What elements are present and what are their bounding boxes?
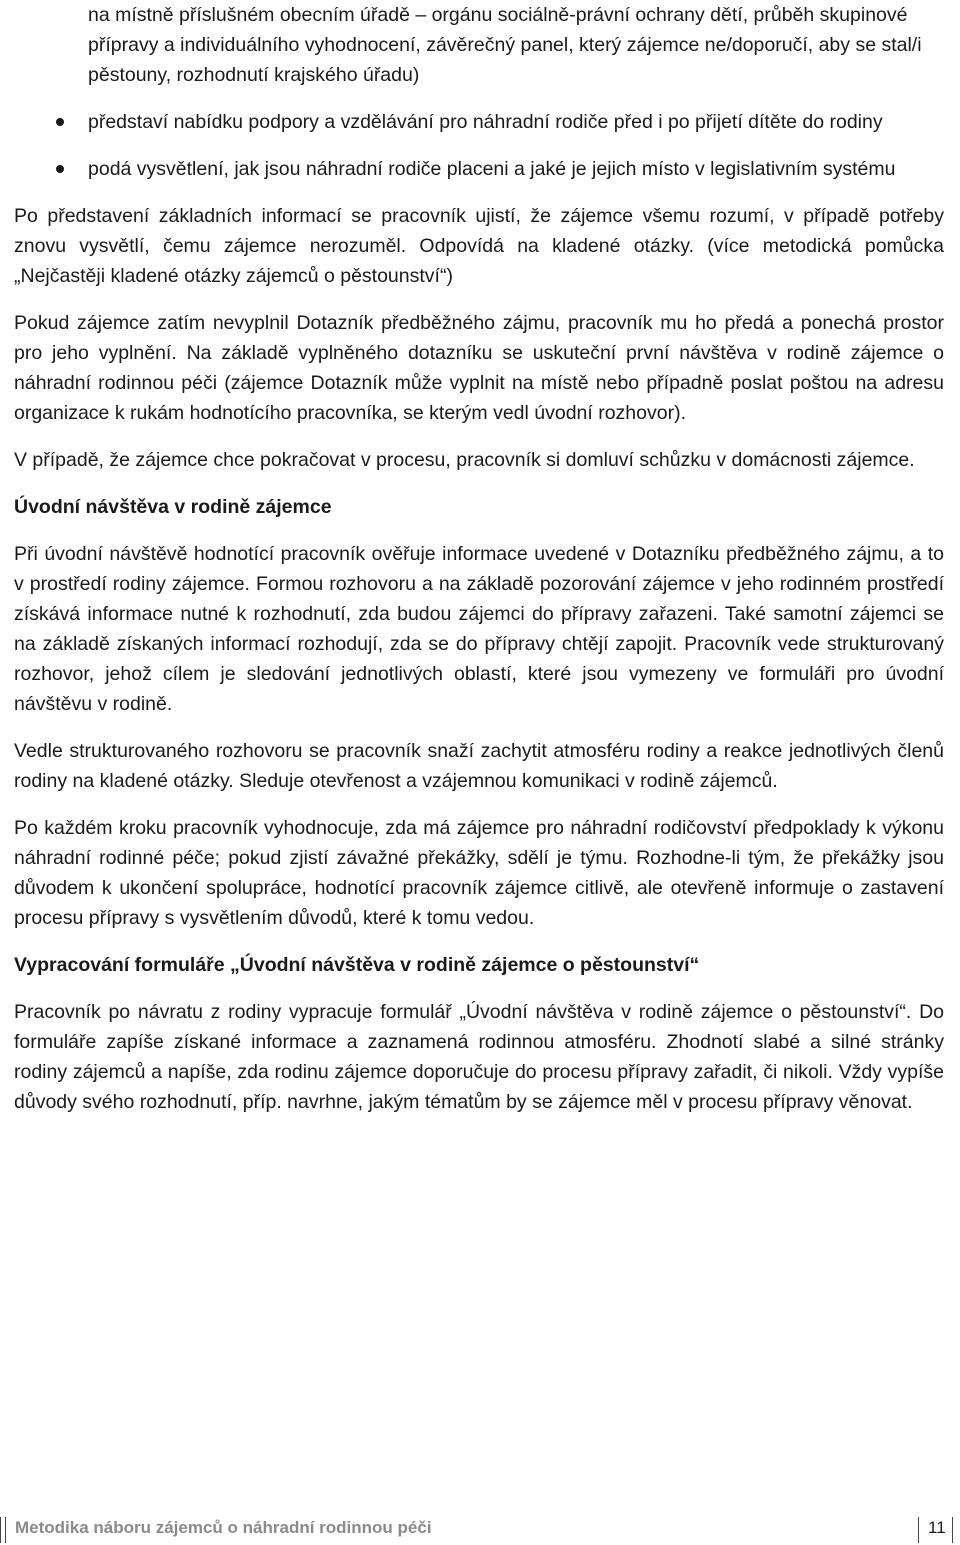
bullet-icon <box>56 118 64 126</box>
bullet-list <box>14 107 944 184</box>
bullet-icon <box>56 165 64 173</box>
page-number: 11 <box>928 1518 946 1537</box>
footer-divider <box>5 1517 6 1543</box>
list-item-text: představí nabídku podpory a vzdělávání pro náhradní rodiče před i po přijetí dítěte do rodiny <box>88 111 883 133</box>
section-heading: Úvodní návštěva v rodině zájemce <box>14 496 332 518</box>
page-content <box>14 0 944 1134</box>
list-item-text: podá vysvětlení, jak jsou náhradní rodiče placeni a jaké je jejich místo v legislativním systému <box>88 158 896 180</box>
paragraph: V případě, že zájemce chce pokračovat v procesu, pracovník si domluví schůzku v domácnosti zájemce. <box>14 449 915 471</box>
section-heading: Vypracování formuláře „Úvodní návštěva v rodině zájemce o pěstounství“ <box>14 954 700 976</box>
footer-divider <box>952 1517 953 1543</box>
paragraph: Po každém kroku pracovník vyhodnocuje, zda má zájemce pro náhradní rodičovství předpoklady k výkonu náhradní rodinné péče; pokud zjistí závažné překážky, sdělí je týmu. Rozhodne-li tým, že překážky jsou důvodem k ukončení spolupráce, hodnotící pracovník zájemce citlivě, ale otevřeně informuje o zastavení procesu přípravy s vysvětlením důvodů, které k tomu vedou. <box>14 817 944 929</box>
paragraph: Pracovník po návratu z rodiny vypracuje formulář „Úvodní návštěva v rodině zájemce o pěstounství“. Do formuláře zapíše získané informace a zaznamená rodinnou atmosféru. Zhodnotí slabé a silné stránky rodiny zájemců a napíše, zda rodinu zájemce doporučuje do procesu přípravy zařadit, či nikoli. Vždy vypíše důvody svého rozhodnutí, příp. navrhne, jakým tématům by se zájemce měl v procesu přípravy věnovat. <box>14 1001 944 1113</box>
paragraph: Při úvodní návštěvě hodnotící pracovník ověřuje informace uvedené v Dotazníku předběžného zájmu, a to v prostředí rodiny zájemce. Formou rozhovoru a na základě pozorování zájemce v jeho rodinném prostředí získává informace nutné k rozhodnutí, zda budou zájemci do přípravy zařazeni. Také samotní zájemci se na základě získaných informací rozhodují, zda se do přípravy chtějí zapojit. Pracovník vede strukturovaný rozhovor, jehož cílem je sledování jednotlivých oblastí, které jsou vymezeny ve formuláři pro úvodní návštěvu v rodině. <box>14 543 944 715</box>
list-item <box>14 154 944 184</box>
paragraph: Vedle strukturovaného rozhovoru se pracovník snaží zachytit atmosféru rodiny a reakce jednotlivých členů rodiny na kladené otázky. Sleduje otevřenost a vzájemnou komunikaci v rodině zájemců. <box>14 740 944 792</box>
paragraph: Pokud zájemce zatím nevyplnil Dotazník předběžného zájmu, pracovník mu ho předá a ponechá prostor pro jeho vyplnění. Na základě vyplněného dotazníku se uskuteční první návštěva v rodině zájemce o náhradní rodinnou péči (zájemce Dotazník může vyplnit na místě nebo případně poslat poštou na adresu organizace k rukám hodnotícího pracovníka, se kterým vedl úvodní rozhovor). <box>14 312 944 424</box>
footer-divider <box>0 1517 1 1543</box>
continuation-text: na místně příslušném obecním úřadě – orgánu sociálně-právní ochrany dětí, průběh skupinové přípravy a individuálního vyhodnocení, závěrečný panel, který zájemce ne/doporučí, aby se stal/i pěstouny, rozhodnutí krajského úřadu) <box>88 4 922 86</box>
paragraph: Po představení základních informací se pracovník ujistí, že zájemce všemu rozumí, v případě potřeby znovu vysvětlí, čemu zájemce nerozuměl. Odpovídá na kladené otázky. (více metodická pomůcka „Nejčastěji kladené otázky zájemců o pěstounství“) <box>14 205 944 287</box>
footer-divider <box>918 1517 919 1543</box>
list-item <box>14 107 944 137</box>
page-footer <box>0 1515 960 1545</box>
footer-title: Metodika náboru zájemců o náhradní rodinnou péči <box>15 1518 432 1537</box>
